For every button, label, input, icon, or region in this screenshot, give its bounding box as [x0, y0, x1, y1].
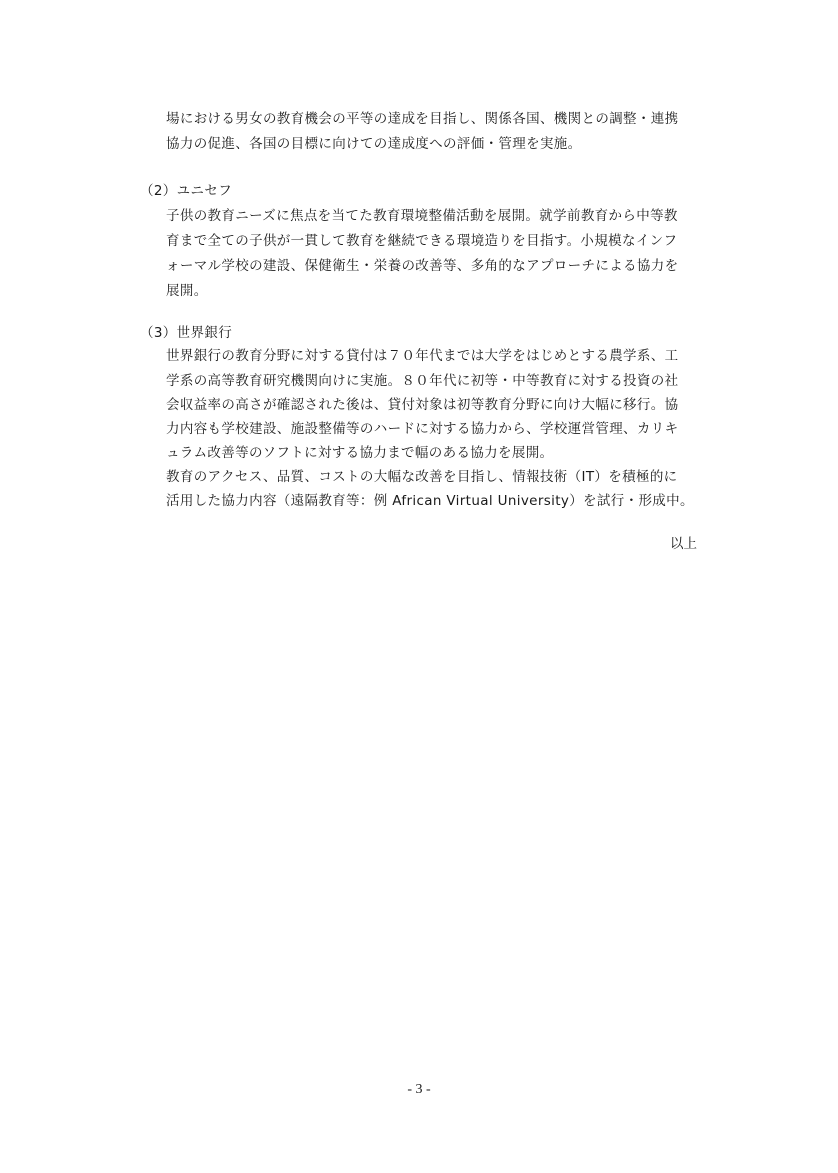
- world-bank-line-6: 教育のアクセス、品質、コストの大幅な改善を目指し、情報技術（IT）を積極的に: [166, 469, 678, 485]
- unicef-line-1: 子供の教育ニーズに焦点を当てた教育環境整備活動を展開。就学前教育から中等教: [166, 208, 678, 224]
- section-heading-unicef: （2）ユニセフ: [140, 183, 233, 199]
- world-bank-line-4: 力内容も学校建設、施設整備等のハードに対する協力から、学校運営管理、カリキ: [166, 421, 679, 437]
- page-number: - 3 -: [407, 1082, 431, 1097]
- section-heading-world-bank: （3）世界銀行: [140, 325, 233, 341]
- closing-mark: 以上: [670, 536, 697, 552]
- world-bank-line-3: 会収益率の高さが確認された後は、貸付対象は初等教育分野に向け大幅に移行。協: [166, 397, 679, 413]
- world-bank-line-5: ュラム改善等のソフトに対する協力まで幅のある協力を展開。: [166, 445, 554, 461]
- world-bank-line-2: 学系の高等教育研究機関向けに実施。８０年代に初等・中等教育に対する投資の社: [166, 373, 679, 389]
- world-bank-line-7: 活用した協力内容（遠隔教育等：例 African Virtual University）を試行・形成中。: [166, 493, 694, 509]
- intro-line-2: 協力の促進、各国の目標に向けての達成度への評価・管理を実施。: [166, 136, 582, 152]
- unicef-line-3: ォーマル学校の建設、保健衛生・栄養の改善等、多角的なアプローチによる協力を: [166, 258, 679, 274]
- world-bank-line-1: 世界銀行の教育分野に対する貸付は７０年代までは大学をはじめとする農学系、工: [166, 348, 679, 364]
- unicef-line-2: 育まで全ての子供が一貫して教育を継続できる環境造りを目指す。小規模なインフ: [166, 233, 678, 249]
- intro-line-1: 場における男女の教育機会の平等の達成を目指し、関係各国、機関との調整・連携: [166, 111, 679, 127]
- unicef-line-4: 展開。: [166, 283, 208, 299]
